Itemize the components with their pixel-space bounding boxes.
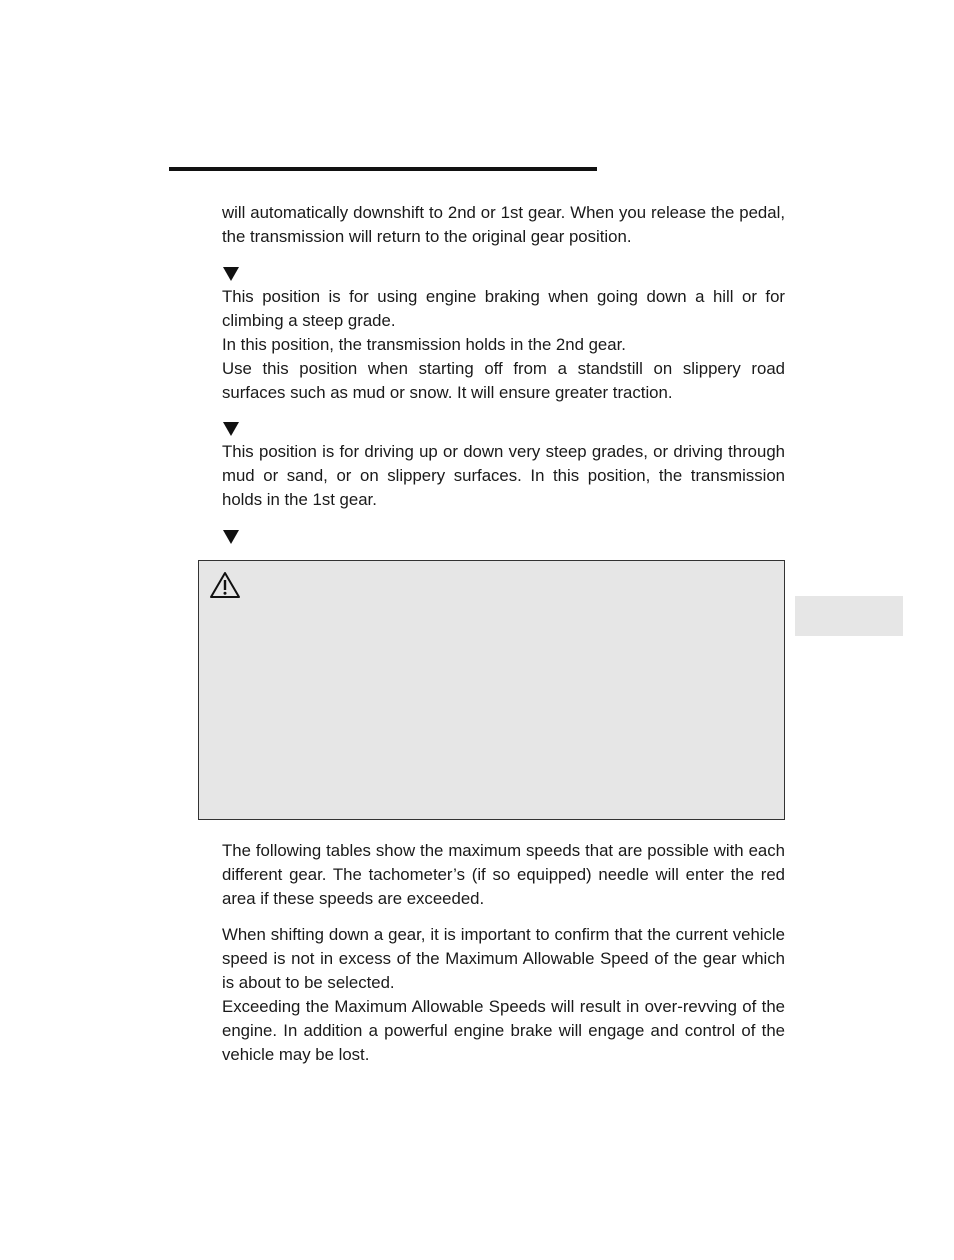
down-triangle-icon (222, 420, 240, 438)
paragraph-speed-tables-text: The following tables show the maximum speeds that are possible with each different gear. The tachometer’s (if so equipped) needle will enter the red area if these speeds are exceeded. (222, 841, 785, 908)
paragraph-speed-tables (222, 839, 785, 911)
warning-box (198, 560, 785, 820)
section-2nd-gear-line: Use this position when starting off from a standstill on slippery road surfaces such as mud or snow. It will ensure greater traction. (222, 359, 785, 402)
header-rule (169, 167, 597, 171)
warning-triangle-icon (209, 571, 241, 599)
section-1st-gear-text: This position is for driving up or down very steep grades, or driving through mud or sand, or on slippery surfaces. In this position, the transmission holds in the 1st gear. (222, 442, 785, 509)
paragraph-shifting-down (222, 923, 785, 1067)
paragraph-shifting-line: When shifting down a gear, it is important to confirm that the current vehicle speed is not in excess of the Maximum Allowable Speed of the gear which is about to be selected. (222, 925, 785, 992)
side-tab (795, 596, 903, 636)
down-triangle-icon (222, 265, 240, 283)
down-triangle-icon (222, 528, 240, 546)
section-2nd-gear (222, 285, 785, 405)
section-2nd-gear-line: In this position, the transmission holds in the 2nd gear. (222, 335, 626, 354)
section-1st-gear (222, 440, 785, 512)
section-2nd-gear-line: This position is for using engine braking when going down a hill or for climbing a steep grade. (222, 287, 785, 330)
paragraph-shifting-line: Exceeding the Maximum Allowable Speeds will result in over-revving of the engine. In addition a powerful engine brake will engage and control of the vehicle may be lost. (222, 997, 785, 1064)
paragraph-downshift-text: will automatically downshift to 2nd or 1st gear. When you release the pedal, the transmission will return to the original gear position. (222, 203, 785, 246)
paragraph-downshift (222, 201, 785, 249)
